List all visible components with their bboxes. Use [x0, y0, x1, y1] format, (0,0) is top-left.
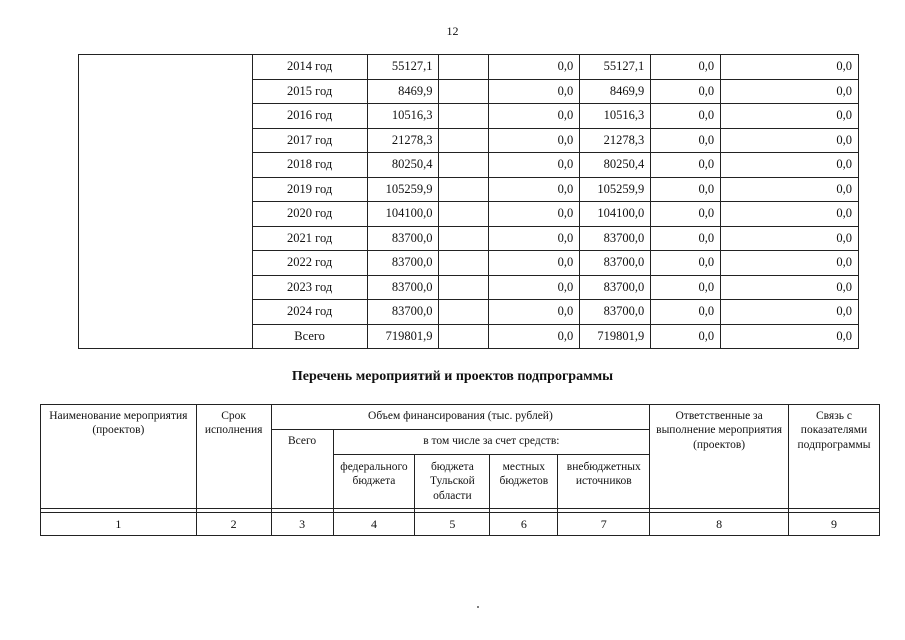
year-cell: 2017 год [252, 128, 367, 153]
empty-cell [439, 275, 489, 300]
year-cell: 2016 год [252, 104, 367, 129]
header-extrabudget: внебюджетных источников [558, 455, 650, 509]
page-number: 12 [446, 24, 459, 38]
value-cell: 0,0 [721, 300, 859, 325]
value-cell: 0,0 [651, 153, 721, 178]
total-cell: 8469,9 [367, 79, 439, 104]
value-cell: 0,0 [489, 226, 580, 251]
value-cell: 0,0 [651, 55, 721, 80]
total-cell: 719801,9 [367, 324, 439, 349]
value-cell: 0,0 [489, 177, 580, 202]
value-cell: 0,0 [651, 251, 721, 276]
header-responsible: Ответственные за выполнение мероприятия (проектов) [650, 405, 789, 509]
year-cell: 2014 год [252, 55, 367, 80]
empty-cell [79, 55, 253, 349]
value-cell: 0,0 [651, 177, 721, 202]
column-number: 3 [271, 513, 333, 536]
value-cell: 0,0 [721, 104, 859, 129]
value-cell: 0,0 [489, 251, 580, 276]
header-term: Срок исполнения [196, 405, 271, 509]
value-cell: 0,0 [721, 251, 859, 276]
header-volume: Объем финансирования (тыс. рублей) [271, 405, 650, 430]
total-cell: 21278,3 [367, 128, 439, 153]
value-cell: 0,0 [721, 275, 859, 300]
header-regional: бюджета Тульской области [415, 455, 490, 509]
value-cell: 0,0 [489, 55, 580, 80]
year-cell: 2023 год [252, 275, 367, 300]
empty-cell [439, 177, 489, 202]
value-cell: 83700,0 [580, 275, 651, 300]
value-cell: 0,0 [651, 79, 721, 104]
total-cell: 80250,4 [367, 153, 439, 178]
value-cell: 0,0 [489, 153, 580, 178]
year-cell: 2020 год [252, 202, 367, 227]
total-cell: 83700,0 [367, 275, 439, 300]
value-cell: 83700,0 [580, 300, 651, 325]
total-cell: 10516,3 [367, 104, 439, 129]
column-number: 4 [333, 513, 415, 536]
value-cell: 0,0 [721, 55, 859, 80]
header-including: в том числе за счет средств: [333, 430, 650, 455]
year-cell: 2018 год [252, 153, 367, 178]
value-cell: 0,0 [651, 226, 721, 251]
section-heading: Перечень мероприятий и проектов подпрограммы [291, 369, 614, 384]
empty-cell [439, 324, 489, 349]
financing-row [79, 55, 859, 80]
column-number: 5 [415, 513, 490, 536]
empty-cell [439, 251, 489, 276]
value-cell: 0,0 [721, 177, 859, 202]
value-cell: 0,0 [651, 104, 721, 129]
total-cell: 83700,0 [367, 226, 439, 251]
value-cell: 0,0 [489, 300, 580, 325]
empty-cell [439, 128, 489, 153]
value-cell: 0,0 [489, 128, 580, 153]
column-number: 2 [196, 513, 271, 536]
year-cell: 2021 год [252, 226, 367, 251]
value-cell: 83700,0 [580, 226, 651, 251]
value-cell: 0,0 [489, 104, 580, 129]
value-cell: 8469,9 [580, 79, 651, 104]
value-cell: 0,0 [489, 202, 580, 227]
value-cell: 10516,3 [580, 104, 651, 129]
empty-cell [439, 104, 489, 129]
empty-cell [439, 300, 489, 325]
total-cell: 105259,9 [367, 177, 439, 202]
header-name: Наименование мероприятия (проектов) [41, 405, 197, 509]
value-cell: 0,0 [721, 324, 859, 349]
column-number: 9 [788, 513, 879, 536]
total-cell: 104100,0 [367, 202, 439, 227]
value-cell: 80250,4 [580, 153, 651, 178]
empty-cell [439, 153, 489, 178]
empty-cell [439, 55, 489, 80]
empty-cell [439, 226, 489, 251]
column-number: 1 [41, 513, 197, 536]
year-cell: 2024 год [252, 300, 367, 325]
value-cell: 0,0 [489, 79, 580, 104]
year-cell: 2022 год [252, 251, 367, 276]
value-cell: 0,0 [651, 324, 721, 349]
empty-cell [439, 202, 489, 227]
value-cell: 105259,9 [580, 177, 651, 202]
value-cell: 719801,9 [580, 324, 651, 349]
value-cell: 0,0 [721, 128, 859, 153]
activities-table [40, 404, 880, 536]
value-cell: 0,0 [721, 226, 859, 251]
value-cell: 0,0 [721, 202, 859, 227]
value-cell: 0,0 [651, 275, 721, 300]
value-cell: 0,0 [651, 202, 721, 227]
year-cell: 2015 год [252, 79, 367, 104]
value-cell: 83700,0 [580, 251, 651, 276]
value-cell: 0,0 [489, 275, 580, 300]
total-cell: 83700,0 [367, 251, 439, 276]
value-cell: 0,0 [721, 79, 859, 104]
header-total: Всего [271, 430, 333, 509]
column-number: 7 [558, 513, 650, 536]
header-link: Связь с показателями подпрограммы [788, 405, 879, 509]
total-cell: 55127,1 [367, 55, 439, 80]
value-cell: 0,0 [651, 300, 721, 325]
value-cell: 55127,1 [580, 55, 651, 80]
value-cell: 0,0 [651, 128, 721, 153]
scan-speck [477, 606, 479, 608]
header-local: местных бюджетов [490, 455, 558, 509]
column-number: 6 [490, 513, 558, 536]
value-cell: 0,0 [489, 324, 580, 349]
empty-cell [439, 79, 489, 104]
total-cell: 83700,0 [367, 300, 439, 325]
financing-table [78, 54, 859, 349]
header-federal: федерального бюджета [333, 455, 415, 509]
year-cell: 2019 год [252, 177, 367, 202]
value-cell: 0,0 [721, 153, 859, 178]
year-cell: Всего [252, 324, 367, 349]
value-cell: 104100,0 [580, 202, 651, 227]
column-number: 8 [650, 513, 789, 536]
value-cell: 21278,3 [580, 128, 651, 153]
